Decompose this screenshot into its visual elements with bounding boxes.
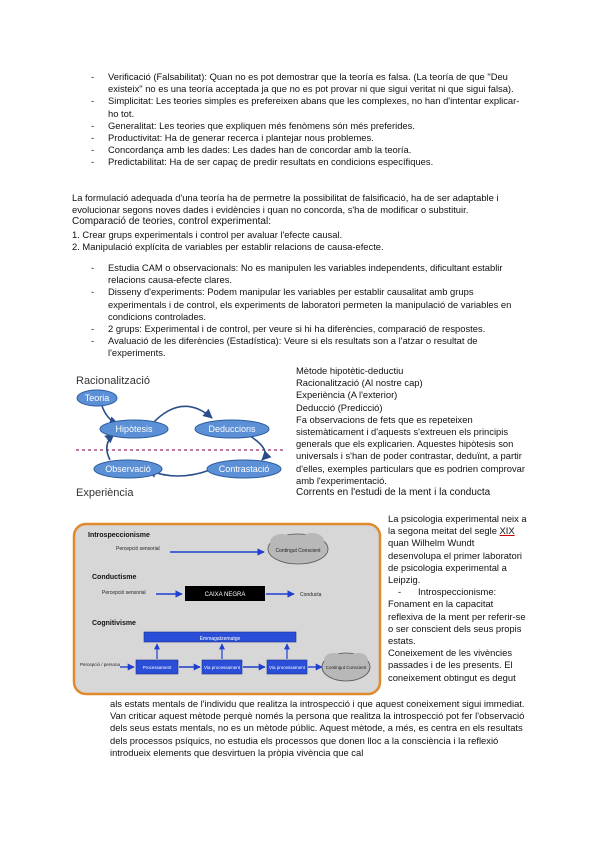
hipotesis-node: [100, 420, 168, 438]
deduccions-label: Deduccions: [208, 424, 256, 434]
conducta-label: Conducta: [300, 592, 322, 598]
segle-xix: XIX: [499, 525, 515, 537]
psicologia-paragraph: [388, 513, 530, 586]
percepcio-sensorial-2-label: Percepció sensorial: [102, 590, 146, 596]
cognitivisme-heading: Cognitivisme: [92, 620, 136, 627]
teoria-node: [77, 390, 117, 406]
contrastacio-label: Contrastació: [218, 464, 270, 474]
list-item: - Productivitat: Ha de generar recerca i plantejar nous problemes.: [89, 132, 529, 144]
emmagatzematge-label: Emmagatzematge: [199, 636, 241, 642]
paragraph-formulacio: La formulació adequada d'una teoría ha de permetre la possibilitat de falsificació, ha de ser adaptable i evolucionar segons noves dades i evidències i quan no concorda, s'ha de modificar o substituir.: [72, 192, 499, 216]
corrents-heading: Corrents en l'estudi de la ment i la conducta: [296, 487, 491, 499]
percepcio-persona-label: Percepció / persona: [80, 662, 121, 667]
list-item: - Disseny d'experiments: Podem manipular les variables per establir causalitat amb grups experimentals i de control, els experiments de laboratori permeten la manipulació de variables en condicions controlades.: [89, 286, 529, 323]
contingut-conscient-label: Contingut Conscient: [275, 548, 321, 554]
final-paragraph: als estats mentals de l'individu que realitza la introspecció i que aquest coneixement sigui immediat. Van criticar aquest mètode perquè només la persona que realitza la introspecció pot fer l'observació dels seus estats mentals, no es un mètode públic. Aquest mètode, a més, es centra en els resultats dels processos psíquics, no estudia els processos que donen lloc a la consciència i la reflexió introdueix elements que desvirtuen la pròpia vivència que cal: [110, 698, 525, 758]
experiencia-label: Experiència: [76, 487, 134, 499]
numbered-item-1: 1. Crear grups experimentals i control per avaluar l'efecte causal.: [72, 228, 343, 240]
method-line-2: Experiència (A l'exterior): [296, 389, 398, 401]
arrow-deduccions-contrastacio: [250, 436, 265, 460]
section-comparacio: [72, 192, 532, 253]
psychology-currents-diagram: [72, 522, 382, 696]
list-item: - Predictabilitat: Ha de ser capaç de predir resultats en condicions específiques.: [89, 156, 529, 168]
coneixement-text: Coneixement de les vivències passades i de les presents. El coneixement obtingut es degut: [388, 647, 516, 683]
hipotesis-label: Hipòtesis: [115, 424, 153, 434]
via-processament-1-label: Via processament: [204, 665, 240, 670]
list-item: - Concordança amb les dades: Les dades han de concordar amb la teoría.: [89, 144, 529, 156]
list-item: - Estudia CAM o observacionals: No es manipulen les variables independents, dificultant establir relacions causa-efecte clares.: [89, 262, 529, 286]
criteria-list: [89, 71, 529, 169]
list-item: - Simplicitat: Les teories simples es prefereixen abans que les complexes, no han d'intentar explicar-ho tot.: [89, 95, 529, 119]
contingut-conscient-2-label: Contingut Conscient: [325, 665, 367, 670]
list-item: - 2 grups: Experimental i de control, per veure si hi ha diferències, comparació de respostes.: [89, 323, 529, 335]
racionalitzacio-label: Racionalització: [76, 375, 150, 387]
contrastacio-node: [207, 460, 281, 478]
introspeccionisme-label: - Introspeccionisme:: [388, 586, 530, 598]
psicologia-text-a: La psicologia experimental neix a la segona meitat del segle: [388, 513, 527, 537]
methods-list: [89, 262, 529, 360]
method-line-1: Racionalització (Al nostre cap): [296, 377, 423, 389]
processament-label: Processament: [142, 665, 172, 670]
hipotetic-deductiu-text: [296, 365, 530, 499]
teoria-label: Teoria: [84, 393, 110, 403]
observacio-node: [94, 460, 162, 478]
contingut-cloud: [268, 533, 328, 564]
caixa-negra-label: CAIXA NEGRA: [204, 592, 246, 598]
contingut-cloud-2: [322, 653, 370, 681]
hypothetic-deductive-diagram: [72, 372, 288, 504]
list-item: - Verificació (Falsabilitat): Quan no es pot demostrar que la teoría es falsa. (La teoría de que "Deu existeix" no es una teoría acceptada ja que no es pot provar ni que sigui veritat ni que sigui falsa).: [89, 71, 529, 95]
observacio-label: Observació: [105, 464, 151, 474]
psicologia-text: [388, 513, 530, 684]
introspeccionisme-text: Fonament en la capacitat reflexiva de la ment per referir-se o ser conscient dels seus propis estats.: [388, 598, 526, 647]
percepcio-sensorial-label: Percepció sensorial: [116, 546, 160, 552]
numbered-item-2: 2. Manipulació explícita de variables per establir relacions de causa-efecte.: [72, 240, 384, 252]
method-line-3: Deducció (Predicció): [296, 401, 383, 413]
arrow-observacio-hipotesis: [107, 434, 114, 460]
deduccions-node: [195, 420, 269, 438]
introspeccionisme-heading: Introspeccionisme: [88, 532, 150, 539]
via-processament-2-label: Via processament: [269, 665, 305, 670]
conductisme-heading: Conductisme: [92, 574, 137, 581]
list-item: - Generalitat: Les teories que expliquen més fenòmens són més preferides.: [89, 120, 529, 132]
list-item: - Avaluació de les diferències (Estadística): Veure si els resultats son a l'atzar o resultat de l'experiments.: [89, 335, 529, 359]
method-paragraph: Fa observacions de fets que es repeteixen sistemàticament i d'aquests s'extreuen els principis generals que els explicarien. Aquestes hipòtesis son universals i s'han de poder contrastar, deduïnt, a partir d'elles, exemples particulars que es podrien comprovar amb l'experimentació.: [296, 413, 525, 486]
heading-comparacio: Comparació de teories, control experimental:: [72, 216, 271, 228]
arrow-hipotesis-deduccions: [152, 406, 212, 424]
method-title: Mètode hipotètic-deductiu: [296, 365, 404, 376]
psicologia-text-b: quan Wilhelm Wundt desenvolupa el primer laboratori de psicologia experimental a Leipzig.: [388, 537, 522, 586]
